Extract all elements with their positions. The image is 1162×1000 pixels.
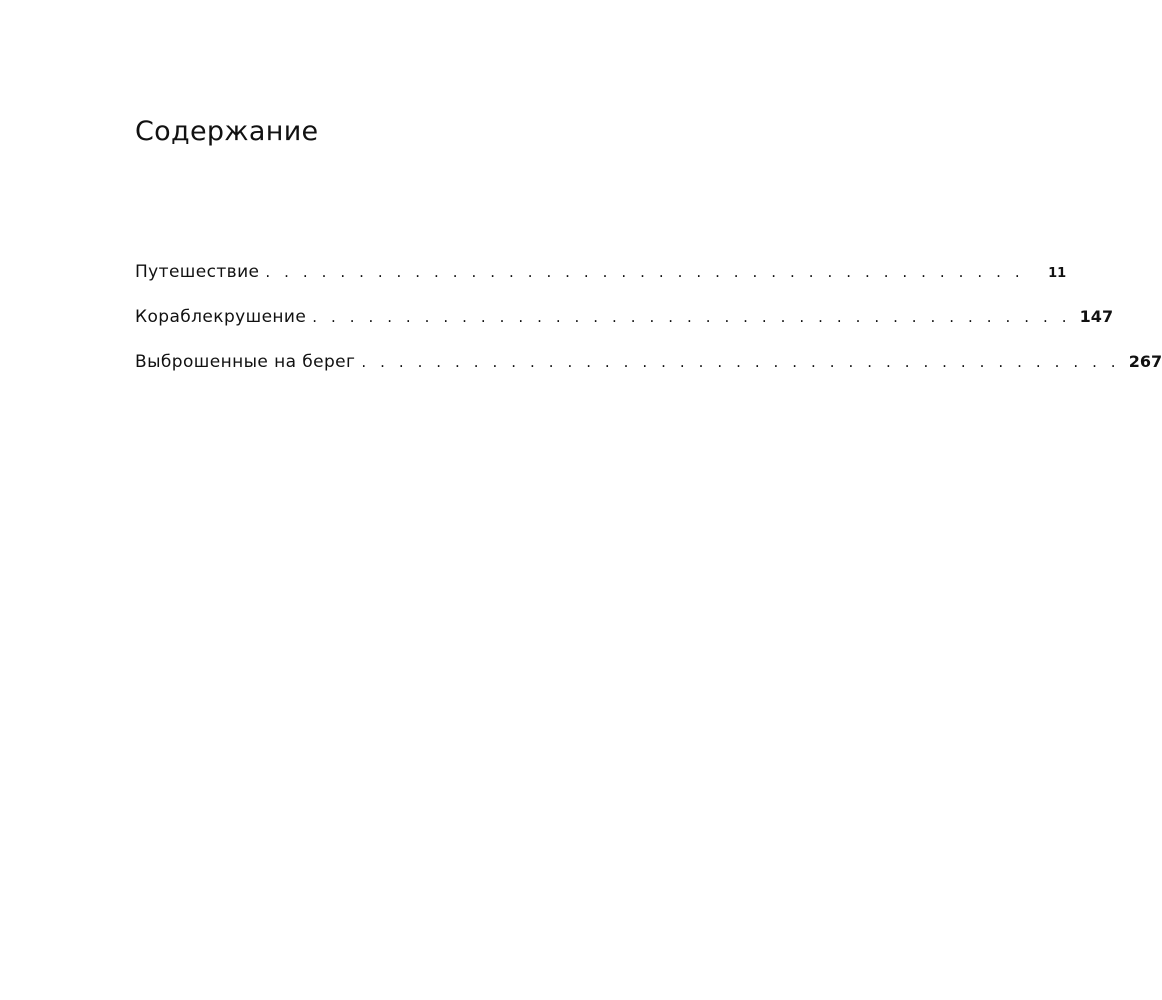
dot-leader: . . . . . . . . . . . . . . . . . . . . . . . . . . . . . . . . . . . . . . . . . bbox=[265, 263, 1025, 281]
dot-leader: . . . . . . . . . . . . . . . . . . . . . . . . . . . . . . . . . . . . . . . . . bbox=[361, 353, 1121, 371]
toc-entry-label: Путешествие bbox=[135, 262, 260, 282]
toc-entry-label: Кораблекрушение bbox=[135, 307, 307, 327]
toc-entry-page-number: 147 bbox=[1079, 307, 1114, 326]
toc-entry-label: Выброшенные на берег bbox=[135, 352, 356, 372]
toc-entry-shipwreck[interactable] bbox=[135, 307, 1114, 352]
toc-entry-castaways[interactable] bbox=[135, 352, 1162, 397]
toc-entry-journey[interactable] bbox=[135, 262, 1067, 307]
toc-entry-page-number: 11 bbox=[1048, 266, 1067, 281]
dot-leader: . . . . . . . . . . . . . . . . . . . . . . . . . . . . . . . . . . . . . . . . . bbox=[312, 308, 1072, 326]
page-title: Содержание bbox=[135, 116, 319, 147]
toc-entry-page-number: 267 bbox=[1128, 352, 1162, 371]
table-of-contents bbox=[135, 262, 1162, 397]
